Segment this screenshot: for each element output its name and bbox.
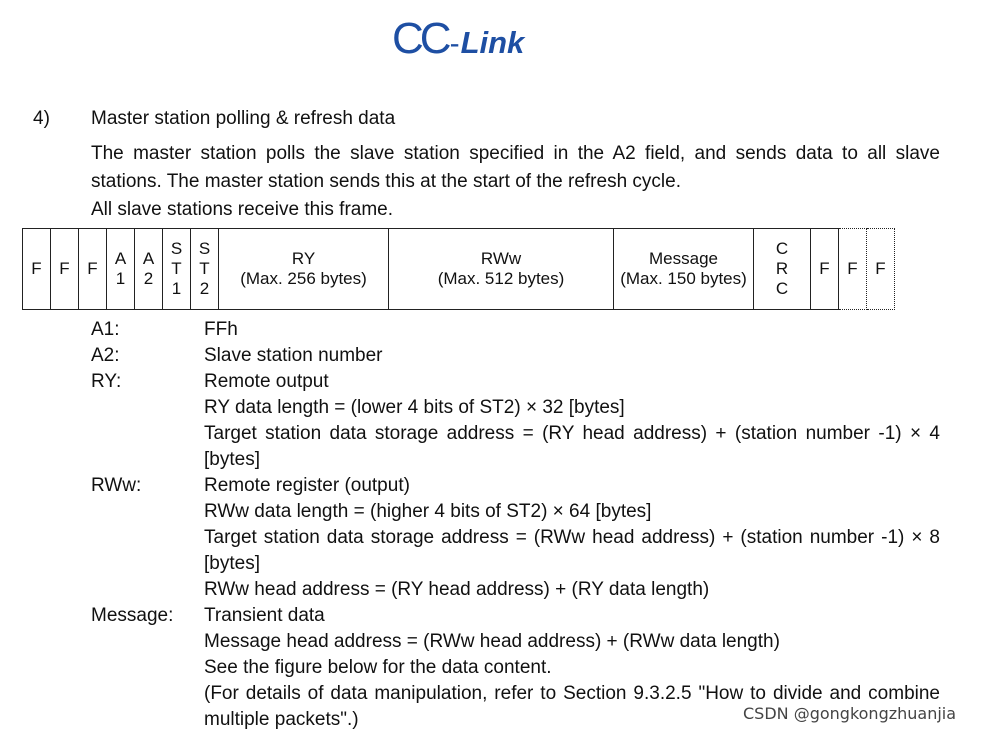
cc-link-logo [392,14,524,66]
definitions-list [91,317,940,733]
csdn-watermark: CSDN @gongkongzhuanjia [743,704,957,723]
frame-cell-f5: F [839,229,867,310]
paragraph-line2: All slave stations receive this frame. [91,199,394,220]
frame-diagram [22,228,895,310]
frame-cell-f6: F [867,229,895,310]
definition-term: A1: [91,319,120,340]
frame-cell-f3: F [79,229,107,310]
frame-cell-rww: RWw (Max. 512 bytes) [389,229,614,310]
definition-ry: RY: Remote output RY data length = (lower 4 bits of ST2) × 32 [bytes] Target station data storage address = (RY head address) + (station number -1) × 4 [bytes] [91,369,940,473]
frame-cell-a2: A 2 [135,229,163,310]
logo-cc: CC [392,14,448,63]
frame-cell-ry: RY (Max. 256 bytes) [219,229,389,310]
section-title: Master station polling & refresh data [91,108,396,129]
frame-cell-crc: C R C [754,229,811,310]
definition-term: RY: [91,371,122,392]
frame-cell-st1: S T 1 [163,229,191,310]
frame-cell-f2: F [51,229,79,310]
frame-cell-st2: S T 2 [191,229,219,310]
section-paragraph [91,140,940,224]
paragraph-line1: The master station polls the slave station specified in the A2 field, and sends data to all slave stations. The master station sends this at the start of the refresh cycle. [91,143,940,192]
frame-cell-message: Message (Max. 150 bytes) [614,229,754,310]
section-number: 4) [33,108,50,129]
logo-dash: - [449,27,460,60]
definition-message: Message: Transient data Message head address = (RWw head address) + (RWw data length) See the figure below for the data content. (For details of data manipulation, refer to Section 9.3.2.5 "How to divide and combine multiple packets".) [91,603,940,733]
frame-cell-f4: F [811,229,839,310]
logo-link: Link [460,25,525,60]
frame-cell-f1: F [23,229,51,310]
definition-term: RWw: [91,475,142,496]
definition-term: Message: [91,605,174,626]
definition-rww: RWw: Remote register (output) RWw data length = (higher 4 bits of ST2) × 64 [bytes] Target station data storage address = (RWw head address) + (station number -1) × 8 [bytes] RWw head address = (RY head address) + (RY data length) [91,473,940,603]
definition-a1: A1: FFh [91,317,940,343]
definition-term: A2: [91,345,120,366]
definition-a2: A2: Slave station number [91,343,940,369]
frame-cell-a1: A 1 [107,229,135,310]
